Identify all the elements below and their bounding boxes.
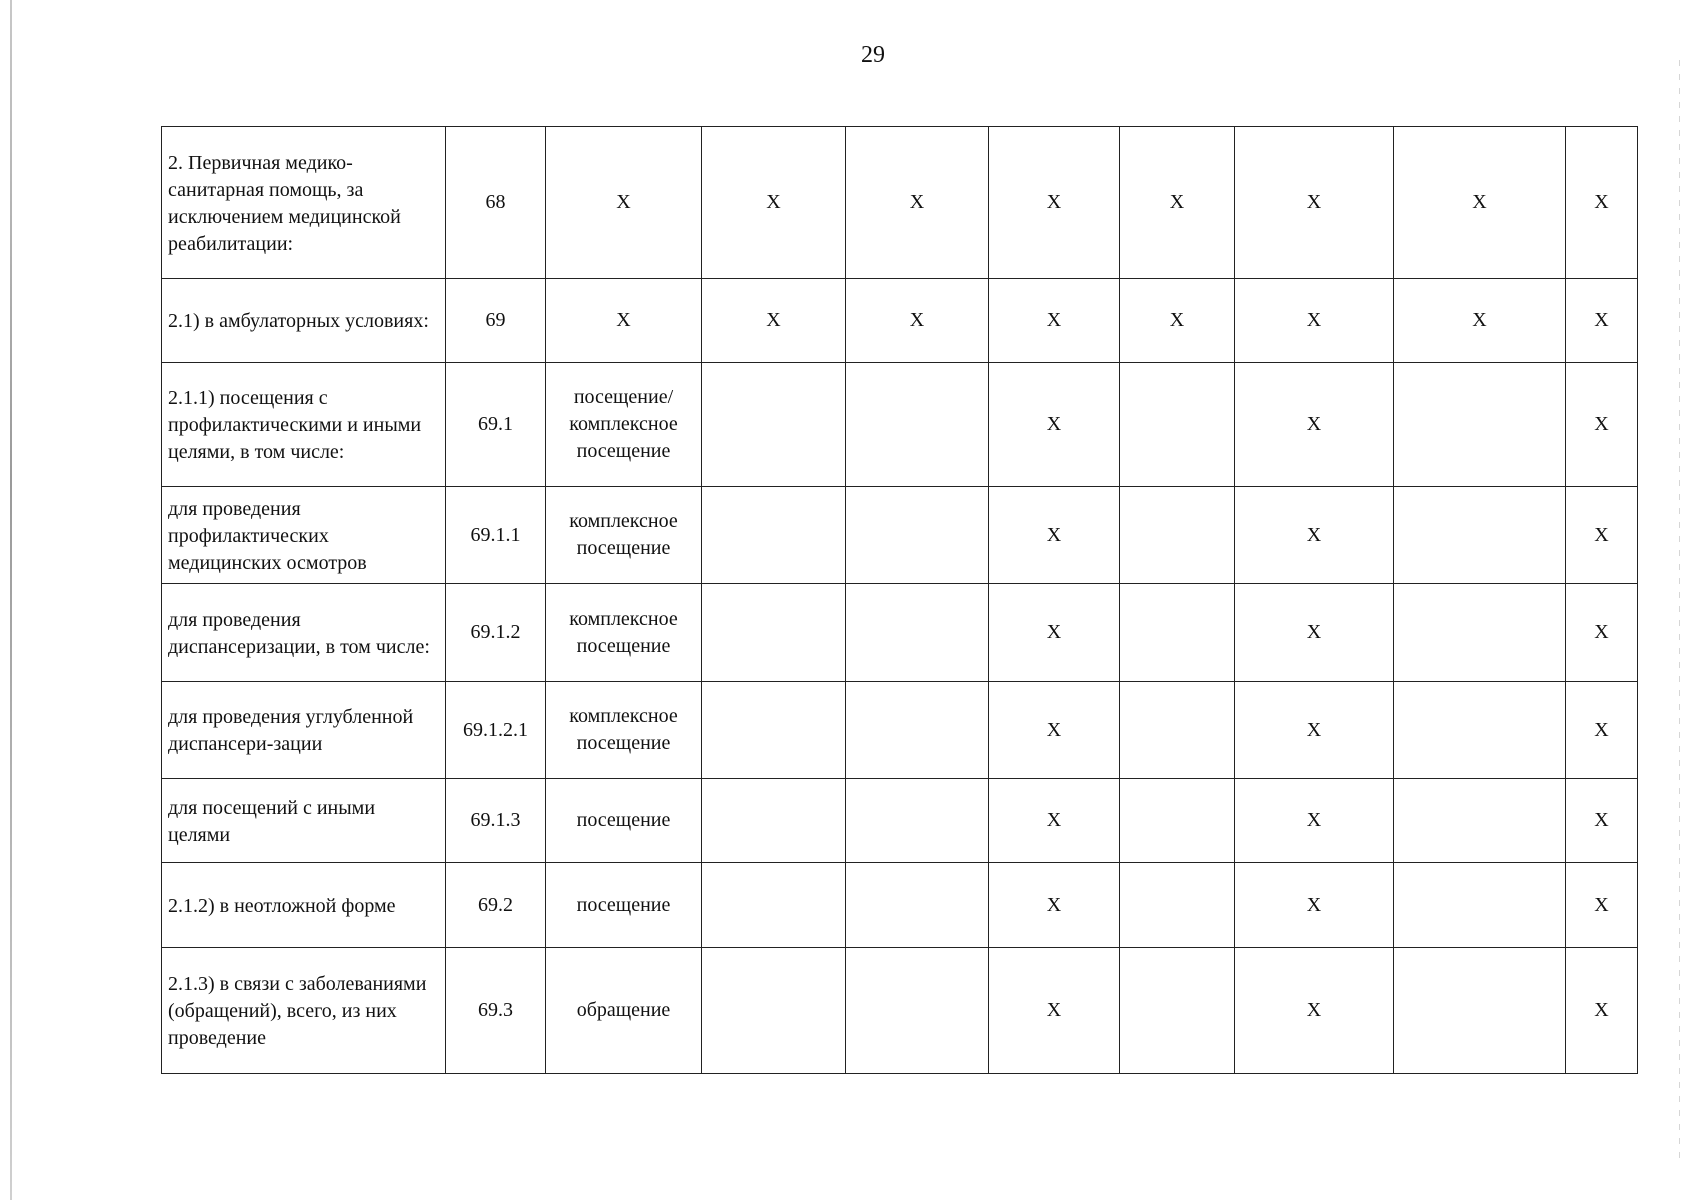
table-cell bbox=[846, 682, 989, 779]
row-name: для проведения профилактических медицинских осмотров bbox=[162, 487, 446, 584]
table-cell: X bbox=[702, 279, 846, 363]
table-row bbox=[162, 863, 1638, 948]
table-cell: X bbox=[1120, 127, 1235, 279]
row-unit: посещение bbox=[546, 863, 702, 948]
row-unit: X bbox=[546, 127, 702, 279]
table-cell: X bbox=[702, 127, 846, 279]
table-cell bbox=[702, 948, 846, 1074]
table-row bbox=[162, 279, 1638, 363]
row-name: 2.1.2) в неотложной форме bbox=[162, 863, 446, 948]
table-row bbox=[162, 487, 1638, 584]
table-cell bbox=[1394, 863, 1566, 948]
table-cell: X bbox=[1235, 863, 1394, 948]
row-name: для проведения диспансеризации, в том числе: bbox=[162, 584, 446, 682]
row-unit: комплексное посещение bbox=[546, 584, 702, 682]
table-cell bbox=[1120, 682, 1235, 779]
table-cell: X bbox=[1394, 127, 1566, 279]
row-name: 2.1.3) в связи с заболеваниями (обращений), всего, из них проведение bbox=[162, 948, 446, 1074]
row-code: 68 bbox=[446, 127, 546, 279]
table-cell: X bbox=[1566, 363, 1638, 487]
table-cell: X bbox=[1566, 487, 1638, 584]
table-cell: X bbox=[989, 863, 1120, 948]
table-cell: X bbox=[989, 127, 1120, 279]
table-cell bbox=[702, 487, 846, 584]
table-cell bbox=[702, 363, 846, 487]
row-unit: посещение bbox=[546, 779, 702, 863]
table-cell bbox=[846, 363, 989, 487]
row-unit: посещение/ комплексное посещение bbox=[546, 363, 702, 487]
row-unit: обращение bbox=[546, 948, 702, 1074]
table-cell: X bbox=[989, 584, 1120, 682]
table-cell bbox=[846, 584, 989, 682]
table-cell: X bbox=[1235, 487, 1394, 584]
table-cell: X bbox=[1120, 279, 1235, 363]
table-cell: X bbox=[989, 487, 1120, 584]
table-cell: X bbox=[846, 127, 989, 279]
row-code: 69.1.2.1 bbox=[446, 682, 546, 779]
table-cell: X bbox=[1235, 682, 1394, 779]
table-cell bbox=[1120, 779, 1235, 863]
table-cell bbox=[1394, 779, 1566, 863]
table-cell bbox=[1120, 584, 1235, 682]
table-cell: X bbox=[1394, 279, 1566, 363]
table-cell: X bbox=[989, 279, 1120, 363]
page-number: 29 bbox=[861, 42, 885, 68]
row-name: 2.1) в амбулаторных условиях: bbox=[162, 279, 446, 363]
row-code: 69.3 bbox=[446, 948, 546, 1074]
table-cell: X bbox=[989, 779, 1120, 863]
row-code: 69 bbox=[446, 279, 546, 363]
table-cell bbox=[702, 584, 846, 682]
table-cell bbox=[1120, 363, 1235, 487]
table-cell: X bbox=[1566, 779, 1638, 863]
scan-right-edge bbox=[1679, 60, 1680, 1160]
table-cell: X bbox=[1235, 779, 1394, 863]
table-cell: X bbox=[1566, 279, 1638, 363]
table-cell bbox=[1394, 487, 1566, 584]
table-cell: X bbox=[1235, 363, 1394, 487]
table-cell bbox=[1394, 363, 1566, 487]
table-cell: X bbox=[1566, 682, 1638, 779]
data-table bbox=[161, 126, 1638, 1074]
table-cell: X bbox=[846, 279, 989, 363]
table-row bbox=[162, 584, 1638, 682]
row-unit: комплексное посещение bbox=[546, 487, 702, 584]
scan-left-edge bbox=[10, 0, 12, 1200]
row-code: 69.1.1 bbox=[446, 487, 546, 584]
table-row bbox=[162, 948, 1638, 1074]
table-cell: X bbox=[1235, 127, 1394, 279]
table-cell: X bbox=[989, 682, 1120, 779]
table-cell bbox=[846, 863, 989, 948]
table-cell: X bbox=[1235, 948, 1394, 1074]
table-cell bbox=[1394, 682, 1566, 779]
row-code: 69.1 bbox=[446, 363, 546, 487]
table-cell bbox=[846, 779, 989, 863]
row-code: 69.1.3 bbox=[446, 779, 546, 863]
table-cell: X bbox=[1235, 584, 1394, 682]
table-cell: X bbox=[989, 363, 1120, 487]
table-row bbox=[162, 779, 1638, 863]
table-cell bbox=[702, 682, 846, 779]
row-code: 69.2 bbox=[446, 863, 546, 948]
row-unit: комплексное посещение bbox=[546, 682, 702, 779]
row-code: 69.1.2 bbox=[446, 584, 546, 682]
table-cell: X bbox=[1566, 948, 1638, 1074]
table-cell: X bbox=[989, 948, 1120, 1074]
table-cell bbox=[846, 487, 989, 584]
table-cell bbox=[702, 863, 846, 948]
table-row bbox=[162, 127, 1638, 279]
table-cell: X bbox=[1566, 127, 1638, 279]
table-row bbox=[162, 363, 1638, 487]
table-cell: X bbox=[1566, 863, 1638, 948]
table-cell bbox=[702, 779, 846, 863]
row-name: 2.1.1) посещения с профилактическими и иными целями, в том числе: bbox=[162, 363, 446, 487]
table-row bbox=[162, 682, 1638, 779]
table-cell bbox=[1394, 948, 1566, 1074]
row-name: для посещений с иными целями bbox=[162, 779, 446, 863]
row-name: для проведения углубленной диспансери-зации bbox=[162, 682, 446, 779]
table-cell bbox=[846, 948, 989, 1074]
table-cell bbox=[1394, 584, 1566, 682]
table-cell: X bbox=[1235, 279, 1394, 363]
row-name: 2. Первичная медико-санитарная помощь, за исключением медицинской реабилитации: bbox=[162, 127, 446, 279]
table-cell: X bbox=[1566, 584, 1638, 682]
table-cell bbox=[1120, 948, 1235, 1074]
table-cell bbox=[1120, 863, 1235, 948]
row-unit: X bbox=[546, 279, 702, 363]
table-cell bbox=[1120, 487, 1235, 584]
